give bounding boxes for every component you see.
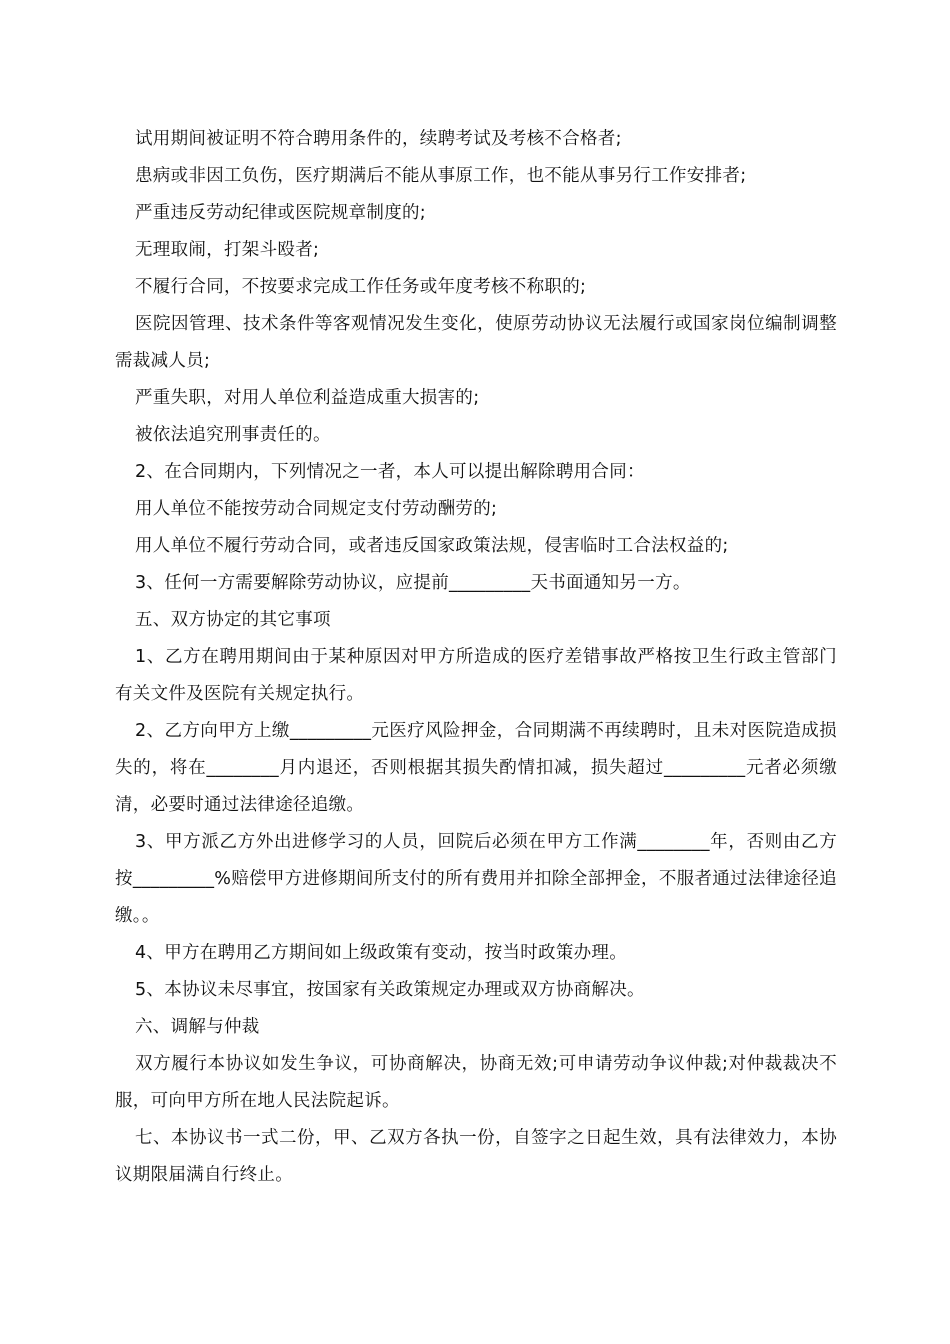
- paragraph-item-5: 5、本协议未尽事宜，按国家有关政策规定办理或双方协商解决。: [135, 980, 645, 1000]
- paragraph-violation: 用人单位不履行劳动合同，或者违反国家政策法规，侵害临时工合法权益的;: [135, 536, 729, 556]
- paragraph-criminal: 被依法追究刑事责任的。: [135, 425, 331, 445]
- paragraph-layoff: 医院因管理、技术条件等客观情况发生变化，使原劳动协议无法履行或国家岗位编制调整需裁减人员;: [115, 314, 837, 371]
- section-heading-7: 七、本协议书一式二份，甲、乙双方各执一份，自签字之日起生效，具有法律效力，本协议期限届满自行终止。: [115, 1128, 837, 1185]
- paragraph-item-3: 3、甲方派乙方外出进修学习的人员，回院后必须在甲方工作满________年，否则由乙方按_________%赔偿甲方进修期间所支付的所有费用并扣除全部押金，不服者通过法律途径追缴。。: [115, 832, 837, 926]
- section-heading-5: 五、双方协定的其它事项: [135, 610, 331, 630]
- paragraph-nonperformance: 不履行合同，不按要求完成工作任务或年度考核不称职的;: [135, 277, 587, 297]
- paragraph-clause-2: 2、在合同期内，下列情况之一者，本人可以提出解除聘用合同：: [135, 462, 645, 482]
- paragraph-fighting: 无理取闹，打架斗殴者;: [135, 240, 320, 260]
- paragraph-item-1: 1、乙方在聘用期间由于某种原因对甲方所造成的医疗差错事故严格按卫生行政主管部门有关文件及医院有关规定执行。: [115, 647, 837, 704]
- paragraph-clause-3: 3、任何一方需要解除劳动协议，应提前_________天书面通知另一方。: [135, 573, 691, 593]
- paragraph-payment: 用人单位不能按劳动合同规定支付劳动酬劳的;: [135, 499, 498, 519]
- paragraph-discipline: 严重违反劳动纪律或医院规章制度的;: [135, 203, 426, 223]
- paragraph-negligence: 严重失职，对用人单位利益造成重大损害的;: [135, 388, 480, 408]
- paragraph-item-4: 4、甲方在聘用乙方期间如上级政策有变动，按当时政策办理。: [135, 943, 628, 963]
- paragraph-illness: 患病或非因工负伤，医疗期满后不能从事原工作，也不能从事另行工作安排者;: [135, 166, 747, 186]
- document-body: [115, 121, 837, 1194]
- paragraph-probation: 试用期间被证明不符合聘用条件的，续聘考试及考核不合格者;: [135, 129, 622, 149]
- section-heading-6: 六、调解与仲裁: [135, 1017, 260, 1037]
- paragraph-item-2: 2、乙方向甲方上缴_________元医疗风险押金，合同期满不再续聘时，且未对医院造成损失的，将在________月内退还，否则根据其损失酌情扣减，损失超过_________元者必须缴清，必要时通过法律途径追缴。: [115, 721, 837, 815]
- paragraph-arbitration: 双方履行本协议如发生争议，可协商解决，协商无效;可申请劳动争议仲裁;对仲裁裁决不服，可向甲方所在地人民法院起诉。: [115, 1054, 837, 1111]
